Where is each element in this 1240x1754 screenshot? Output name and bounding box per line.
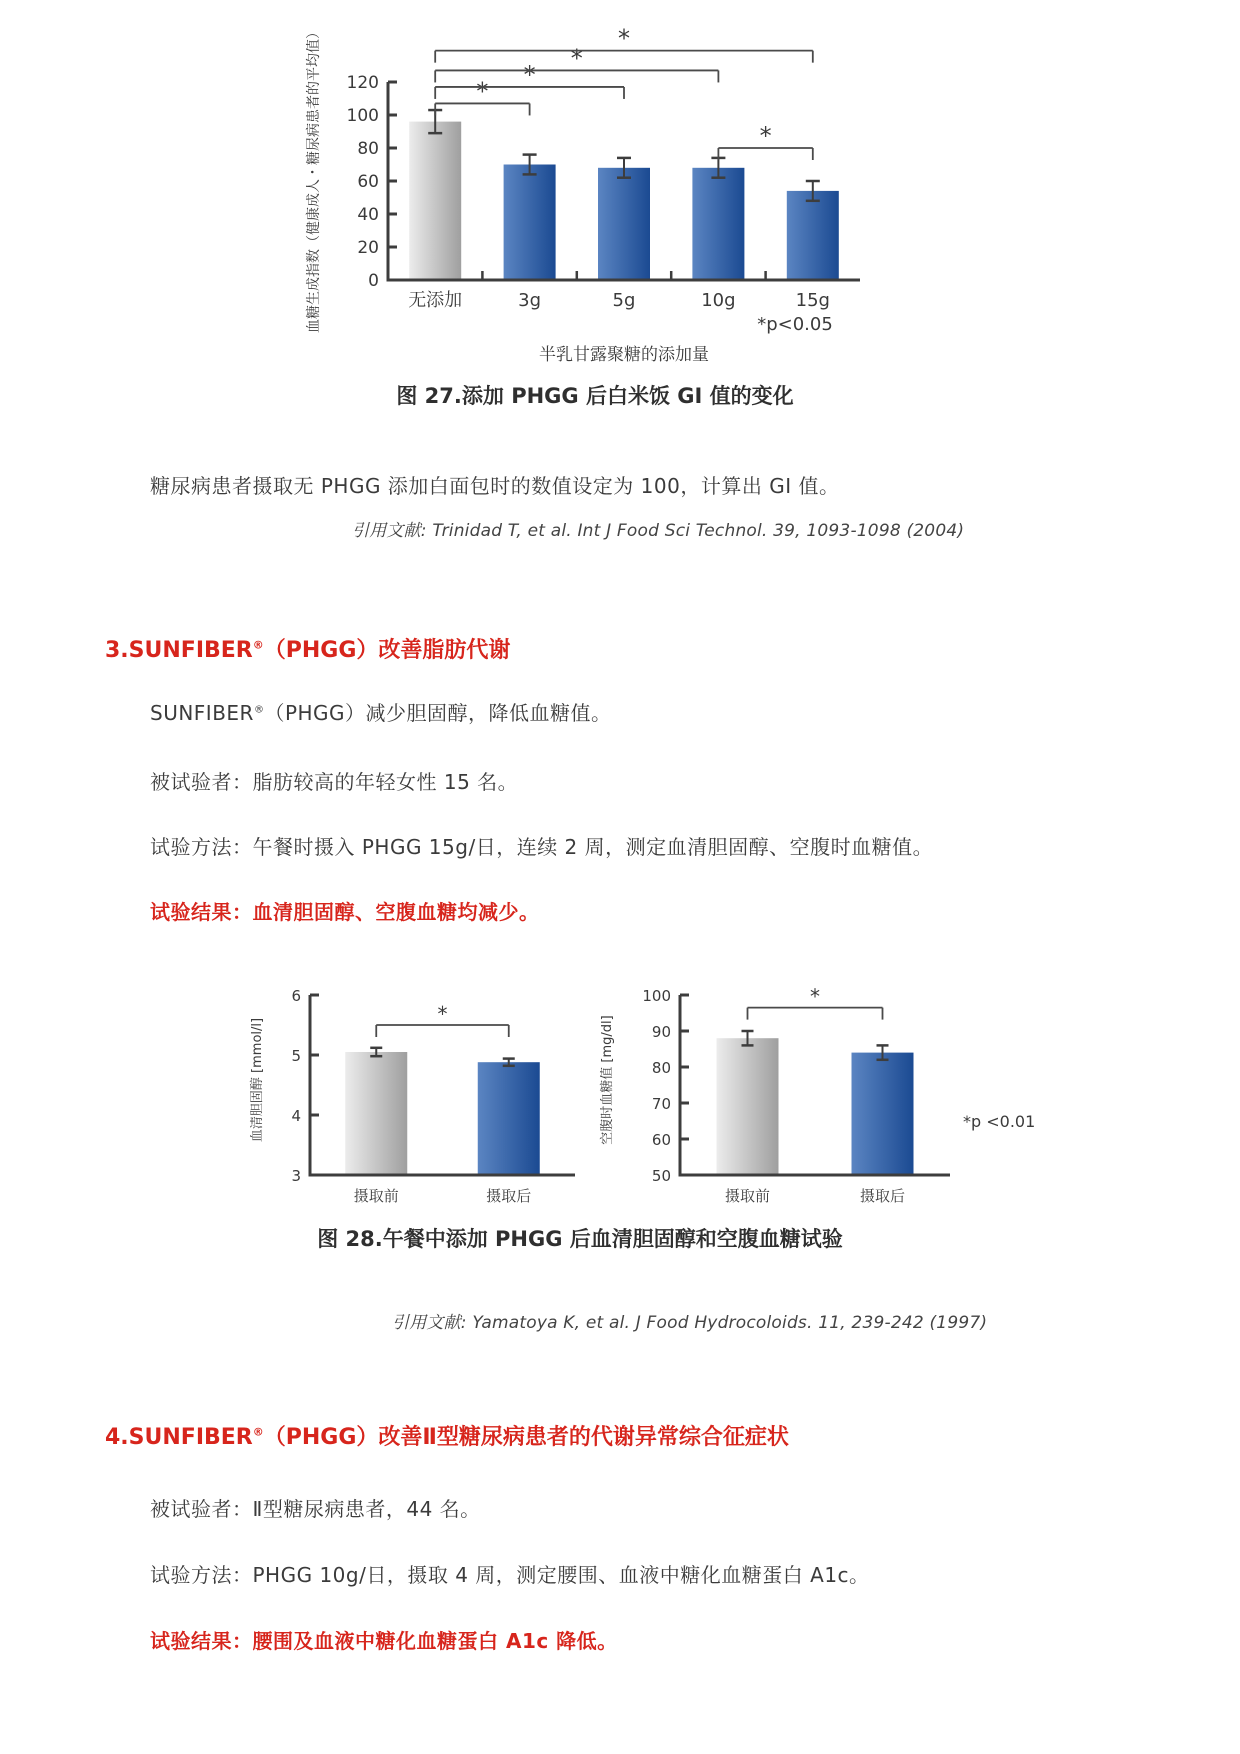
fig28-caption: 图 28.午餐中添加 PHGG 后血清胆固醇和空腹血糖试验 bbox=[317, 1227, 843, 1251]
svg-text:60: 60 bbox=[651, 1131, 671, 1149]
svg-text:40: 40 bbox=[357, 205, 379, 225]
svg-text:*: * bbox=[759, 122, 772, 150]
svg-text:3g: 3g bbox=[518, 290, 542, 311]
svg-text:3: 3 bbox=[291, 1167, 301, 1185]
section3-subjects: 被试验者：脂肪较高的年轻女性 15 名。 bbox=[150, 770, 519, 794]
svg-text:6: 6 bbox=[291, 987, 301, 1005]
svg-text:*: * bbox=[523, 60, 536, 89]
section4-heading-suffix: （PHGG）改善Ⅱ型糖尿病患者的代谢异常综合征症状 bbox=[263, 1425, 789, 1450]
registered-mark: ® bbox=[252, 638, 264, 652]
fig27-caption: 图 27.添加 PHGG 后白米饭 GI 值的变化 bbox=[396, 384, 794, 408]
section3-intro-prefix: SUNFIBER bbox=[150, 701, 254, 725]
svg-text:*p<0.05: *p<0.05 bbox=[757, 314, 833, 335]
svg-text:5: 5 bbox=[291, 1047, 301, 1065]
svg-text:15g: 15g bbox=[795, 290, 830, 311]
section3-heading-prefix: 3.SUNFIBER bbox=[105, 638, 253, 663]
svg-text:80: 80 bbox=[357, 139, 379, 159]
svg-text:100: 100 bbox=[642, 987, 671, 1005]
svg-text:70: 70 bbox=[651, 1095, 671, 1113]
section4-result: 试验结果：腰围及血液中糖化血糖蛋白 A1c 降低。 bbox=[150, 1629, 618, 1653]
section3-intro-suffix: （PHGG）减少胆固醇，降低血糖值。 bbox=[264, 701, 612, 725]
svg-text:血清胆固醇 [mmol/l]: 血清胆固醇 [mmol/l] bbox=[250, 1017, 265, 1143]
section4-method: 试验方法：PHGG 10g/日，摄取 4 周，测定腰围、血液中糖化血糖蛋白 A1c。 bbox=[150, 1563, 870, 1587]
section4-subjects: 被试验者：Ⅱ型糖尿病患者，44 名。 bbox=[150, 1497, 481, 1521]
svg-text:摄取后: 摄取后 bbox=[859, 1187, 906, 1205]
svg-text:0: 0 bbox=[368, 271, 379, 291]
svg-text:50: 50 bbox=[651, 1167, 671, 1185]
section3-result: 试验结果：血清胆固醇、空腹血糖均减少。 bbox=[150, 900, 540, 924]
svg-text:无添加: 无添加 bbox=[408, 290, 463, 311]
section3-heading-suffix: （PHGG）改善脂肪代谢 bbox=[263, 638, 511, 663]
svg-text:80: 80 bbox=[651, 1059, 671, 1077]
svg-text:4: 4 bbox=[291, 1107, 301, 1125]
registered-mark: ® bbox=[252, 1425, 264, 1439]
registered-mark: ® bbox=[253, 704, 265, 716]
svg-text:10g: 10g bbox=[701, 290, 736, 311]
section3-method: 试验方法：午餐时摄入 PHGG 15g/日，连续 2 周，测定血清胆固醇、空腹时血糖值。 bbox=[150, 835, 934, 859]
fig28-glucose-chart bbox=[595, 965, 1065, 1219]
section3-heading bbox=[105, 633, 510, 664]
svg-text:60: 60 bbox=[357, 172, 379, 192]
svg-text:摄取前: 摄取前 bbox=[353, 1187, 399, 1205]
section3-intro bbox=[150, 697, 612, 726]
svg-text:血糖生成指数（健康成人・糖尿病患者的平均值）: 血糖生成指数（健康成人・糖尿病患者的平均值） bbox=[306, 25, 322, 333]
svg-text:90: 90 bbox=[651, 1023, 671, 1041]
svg-text:*: * bbox=[437, 1002, 448, 1026]
svg-text:5g: 5g bbox=[612, 290, 636, 311]
svg-text:摄取后: 摄取后 bbox=[486, 1187, 532, 1205]
svg-text:空腹时血糖值 [mg/dl]: 空腹时血糖值 [mg/dl] bbox=[600, 1015, 615, 1145]
fig28-cholesterol-chart bbox=[245, 965, 590, 1219]
svg-text:*: * bbox=[618, 24, 630, 53]
citation-yamatoya: 引用文献: Yamatoya K, et al. J Food Hydrocoloids. 11, 239-242 (1997) bbox=[392, 1313, 988, 1333]
svg-text:半乳甘露聚糖的添加量: 半乳甘露聚糖的添加量 bbox=[539, 345, 709, 365]
svg-text:120: 120 bbox=[346, 73, 379, 93]
gi-note-text: 糖尿病患者摄取无 PHGG 添加白面包时的数值设定为 100，计算出 GI 值。 bbox=[150, 474, 840, 498]
fig27-bar-chart bbox=[300, 8, 880, 374]
svg-text:*: * bbox=[476, 77, 489, 106]
citation-trinidad: 引用文献: Trinidad T, et al. Int J Food Sci Technol. 39, 1093-1098 (2004) bbox=[352, 521, 965, 541]
section4-heading-prefix: 4.SUNFIBER bbox=[105, 1425, 253, 1450]
section4-heading bbox=[105, 1420, 789, 1451]
svg-text:20: 20 bbox=[357, 238, 379, 258]
svg-text:*p <0.01: *p <0.01 bbox=[963, 1112, 1036, 1131]
svg-text:*: * bbox=[810, 984, 820, 1009]
svg-text:100: 100 bbox=[346, 106, 379, 126]
svg-text:*: * bbox=[570, 44, 583, 73]
svg-text:摄取前: 摄取前 bbox=[724, 1187, 771, 1205]
